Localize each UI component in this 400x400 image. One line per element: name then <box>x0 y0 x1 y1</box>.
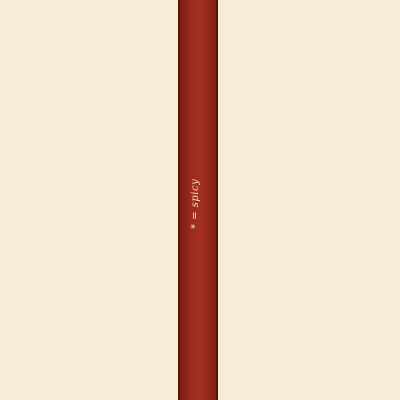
spicy-legend: * = spicy <box>190 178 201 230</box>
